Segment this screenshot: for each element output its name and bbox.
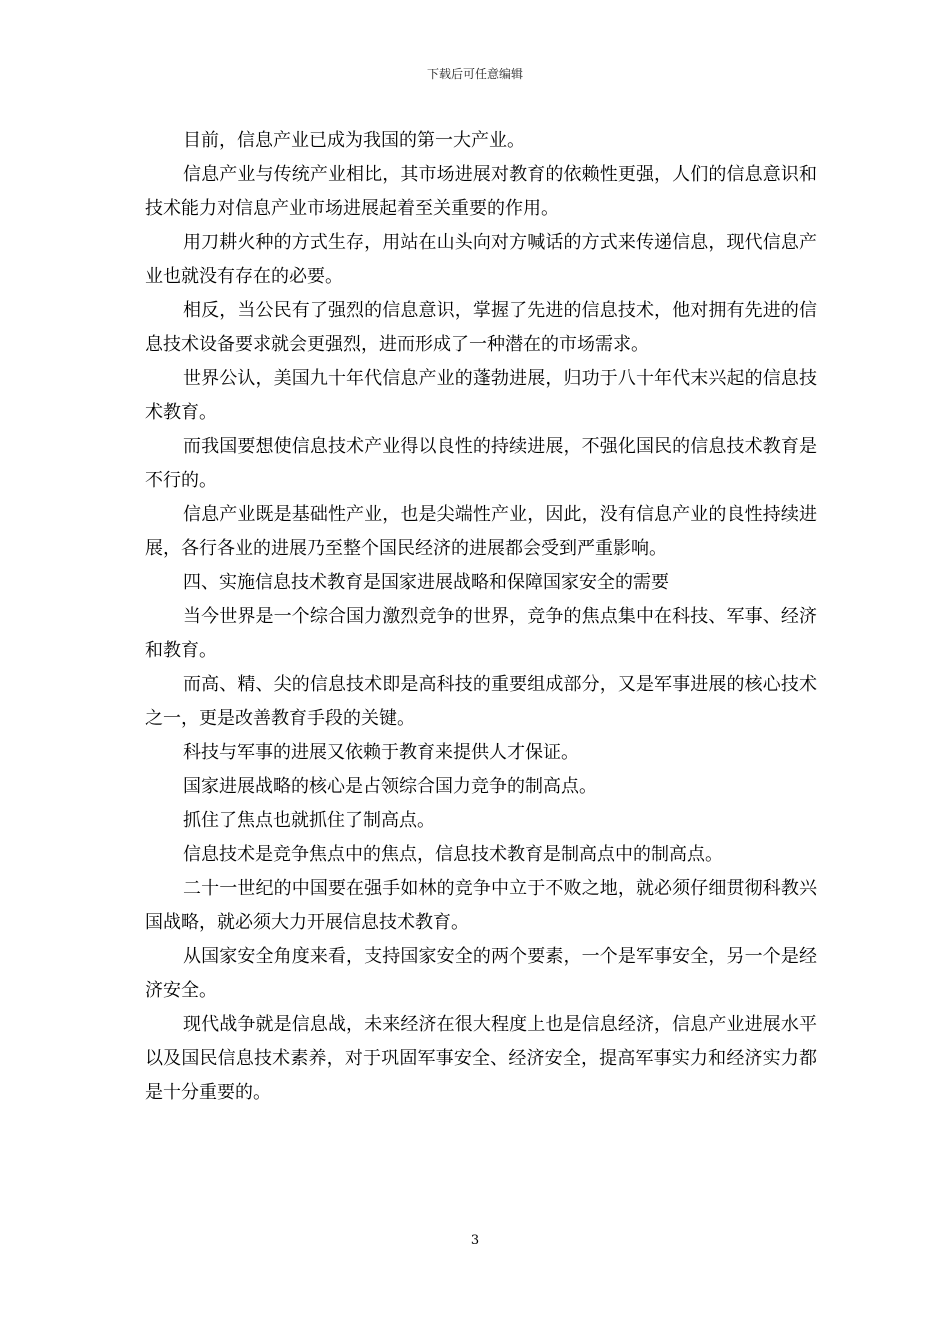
- paragraph: 信息技术是竞争焦点中的焦点，信息技术教育是制高点中的制高点。: [183, 844, 723, 865]
- paragraph: 世界公认，美国九十年代信息产业的蓬勃进展，归功于八十年代末兴起的信息技术教育。: [145, 368, 817, 423]
- document-body: [145, 124, 817, 1110]
- paragraph: 目前，信息产业已成为我国的第一大产业。: [183, 130, 525, 151]
- paragraph: 科技与军事的进展又依赖于教育来提供人才保证。: [183, 742, 579, 763]
- paragraph: 抓住了焦点也就抓住了制高点。: [183, 810, 435, 831]
- paragraph: 而我国要想使信息技术产业得以良性的持续进展，不强化国民的信息技术教育是不行的。: [145, 436, 817, 491]
- paragraph: 信息产业既是基础性产业，也是尖端性产业，因此，没有信息产业的良性持续进展，各行各业的进展乃至整个国民经济的进展都会受到严重影响。: [145, 504, 817, 559]
- page-header: 下载后可任意编辑: [426, 67, 523, 81]
- paragraph: 当今世界是一个综合国力激烈竞争的世界，竞争的焦点集中在科技、军事、经济和教育。: [145, 606, 817, 661]
- paragraph: 相反，当公民有了强烈的信息意识，掌握了先进的信息技术，他对拥有先进的信息技术设备要求就会更强烈，进而形成了一种潜在的市场需求。: [145, 300, 817, 355]
- paragraph: 现代战争就是信息战，未来经济在很大程度上也是信息经济，信息产业进展水平以及国民信息技术素养，对于巩固军事安全、经济安全，提高军事实力和经济实力都是十分重要的。: [145, 1014, 817, 1103]
- paragraph: 用刀耕火种的方式生存，用站在山头向对方喊话的方式来传递信息，现代信息产业也就没有存在的必要。: [145, 232, 817, 287]
- paragraph: 信息产业与传统产业相比，其市场进展对教育的依赖性更强，人们的信息意识和技术能力对信息产业市场进展起着至关重要的作用。: [145, 164, 817, 219]
- section-heading: 四、实施信息技术教育是国家进展战略和保障国家安全的需要: [183, 572, 669, 593]
- paragraph: 国家进展战略的核心是占领综合国力竞争的制高点。: [183, 776, 597, 797]
- paragraph: 二十一世纪的中国要在强手如林的竞争中立于不败之地，就必须仔细贯彻科教兴国战略，就必须大力开展信息技术教育。: [145, 878, 817, 933]
- paragraph: 从国家安全角度来看，支持国家安全的两个要素，一个是军事安全，另一个是经济安全。: [145, 946, 817, 1001]
- page-number: 3: [470, 1233, 480, 1248]
- paragraph: 而高、精、尖的信息技术即是高科技的重要组成部分，又是军事进展的核心技术之一，更是改善教育手段的关键。: [145, 674, 817, 729]
